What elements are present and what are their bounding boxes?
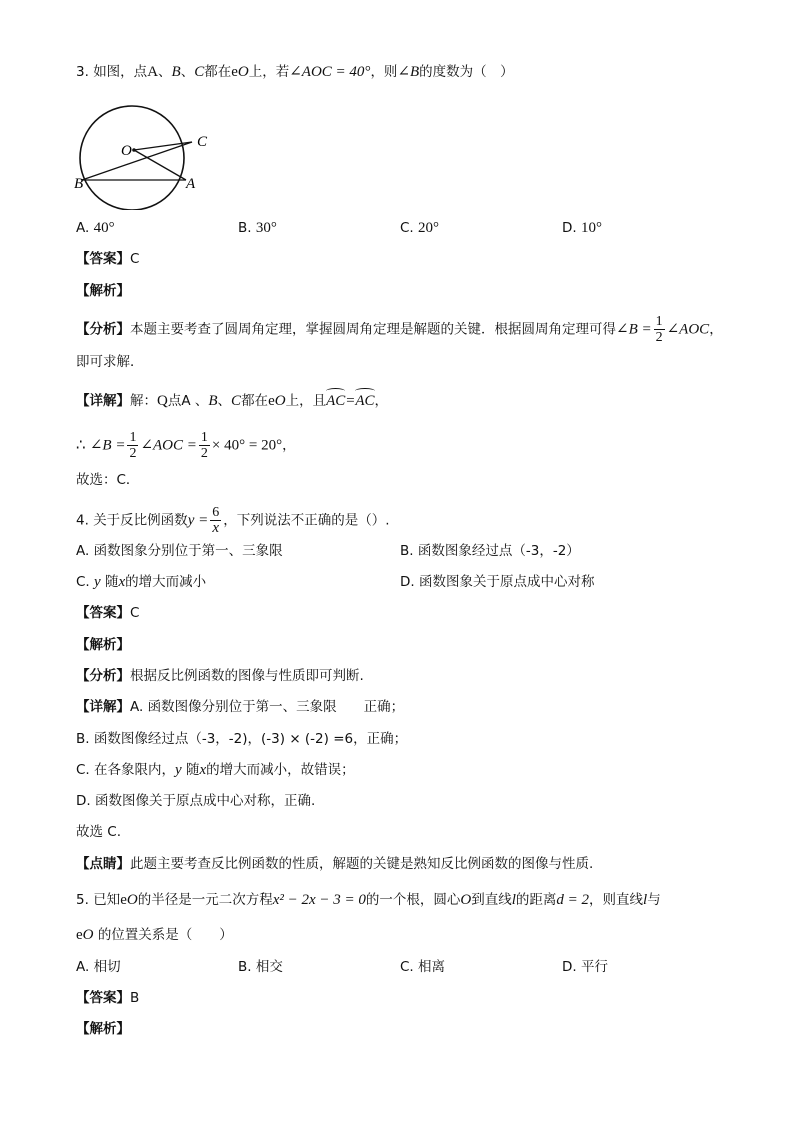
option-key: A. (76, 959, 90, 975)
xiangjie-label: 【详解】 (76, 699, 130, 715)
punct: ， (374, 393, 389, 409)
answer-label: 【答案】 (76, 251, 130, 267)
q4-option-b (400, 541, 580, 561)
q4-stem-text: 关于反比例函数 (93, 512, 188, 529)
fenxi-text: 根据反比例函数的图像与性质即可判断. (130, 668, 364, 684)
option-text: 40° (93, 220, 115, 236)
q4-fenxi (76, 666, 364, 686)
q3-angle-b: ∠B (397, 64, 420, 80)
dianjing-text: 此题主要考查反比例函数的性质，解题的关键是熟知反比例函数的图像与性质. (130, 856, 594, 872)
q5-stem-text: 的一个根，圆心 (365, 892, 461, 908)
q3-option-b (238, 218, 277, 238)
xiangjie-label: 【详解】 (76, 393, 130, 409)
q3-stem-text: 的度数为（ ） (419, 64, 514, 80)
segment-oa (134, 150, 186, 180)
option-text: 函数图象关于原点成中心对称 (418, 574, 595, 590)
frac-num: 1 (129, 430, 137, 445)
q3-choose: 故选：C． (76, 472, 140, 488)
center-dot (132, 148, 136, 152)
q3-analysis-label: 【解析】 (76, 283, 130, 299)
q4-option-d (400, 572, 594, 592)
option-key: A. (76, 220, 90, 236)
q3-option-d (562, 218, 602, 238)
q3-angle-aoc: ∠AOC = 40° (289, 64, 371, 80)
q3-fenxi (76, 314, 723, 345)
option-key: C. (400, 220, 414, 236)
q3-circle-symbol: e (231, 64, 238, 80)
option-text: 30° (255, 220, 277, 236)
q3-stem-text: 上，若 (248, 64, 290, 80)
q3-answer (76, 249, 139, 269)
dianjing-label: 【点睛】 (76, 856, 130, 872)
option-text: 函数图象分别位于第一、三象限 (93, 543, 283, 559)
formula: ∠B = (89, 437, 126, 454)
function-lhs: y = (187, 512, 209, 529)
frac-den: 2 (655, 330, 663, 345)
arc-ac: AC (326, 393, 346, 409)
option-text: 随 (104, 574, 119, 590)
q5-stem-text: 与 (647, 892, 661, 908)
option-key: D. (562, 959, 577, 975)
frac-num: 1 (655, 314, 663, 329)
option-text: 20° (418, 220, 440, 236)
q3-calc (76, 430, 296, 461)
answer-value: C (130, 251, 140, 267)
var-x: x (199, 762, 207, 778)
answer-value: B (130, 990, 140, 1006)
q5-stem-text: 到直线 (471, 892, 512, 908)
q3-option-a (76, 218, 115, 238)
because-symbol: Q (157, 393, 168, 409)
line-l: l (511, 892, 516, 908)
distance-d: d = 2 (556, 892, 590, 908)
q4-option-a (76, 541, 283, 561)
xj-text: 都在 (241, 393, 269, 409)
label-b: B (74, 176, 84, 192)
q5-stem-text: 的半径是一元二次方程 (137, 892, 273, 908)
fraction-half (199, 430, 210, 461)
var-x: x (118, 574, 126, 590)
circle-o: O (82, 927, 94, 943)
equals: = (345, 393, 356, 409)
frac-den: x (212, 520, 220, 536)
fenxi-label: 【分析】 (76, 321, 130, 338)
punct: ， (709, 321, 723, 338)
answer-value: C (130, 605, 140, 621)
circle-o (80, 106, 184, 210)
q5-analysis-label: 【解析】 (76, 1021, 130, 1037)
xj-text: C. 在各象限内， (76, 762, 176, 778)
option-text: 相离 (418, 959, 446, 975)
q3-fenxi-line2: 即可求解． (76, 354, 144, 370)
option-key: C. (76, 574, 90, 590)
quadratic-equation: x² − 2x − 3 = 0 (272, 892, 366, 908)
var-y: y (175, 762, 182, 778)
option-key: B. (238, 959, 252, 975)
q4-xiangjie-b: B. 函数图像经过点（-3，-2)，(-3) × (-2) =6，正确； (76, 731, 408, 747)
q4-choose: 故选 C. (76, 824, 122, 840)
q3-point-a: A (147, 64, 159, 80)
option-key: D. (562, 220, 577, 236)
option-key: B. (238, 220, 252, 236)
label-c: C (197, 134, 208, 150)
answer-label: 【答案】 (76, 605, 130, 621)
line-l: l (643, 892, 648, 908)
xj-text: A. 函数图像分别位于第一、三象限 正确； (130, 699, 405, 715)
q3-option-c (400, 218, 439, 238)
option-text: 平行 (580, 959, 608, 975)
q5-stem-text: 已知 (93, 892, 121, 908)
label-o: O (121, 143, 132, 159)
option-text: 的增大而减小 (125, 574, 207, 590)
q5-answer (76, 988, 139, 1008)
q4-stem-text: ，下列说法不正确的是（）. (223, 512, 390, 529)
point-b: B (208, 393, 218, 409)
q4-option-c (76, 572, 206, 592)
center-o: O (460, 892, 472, 908)
label-a: A (186, 176, 196, 192)
q3-stem-text: 都在 (204, 64, 232, 80)
q3-stem-text: 如图，点 (93, 64, 148, 80)
xj-text: 的增大而减小，故错误； (206, 762, 355, 778)
xj-text: 上，且 (285, 393, 327, 409)
frac-num: 6 (212, 505, 220, 520)
arc-ac: AC (355, 393, 375, 409)
q5-option-c (400, 957, 445, 977)
circle-symbol: e (76, 927, 83, 943)
frac-den: 2 (200, 446, 208, 461)
option-key: C. (400, 959, 414, 975)
frac-den: 2 (129, 446, 137, 461)
fraction-half (654, 314, 665, 345)
q5-stem-text: 的位置关系是（ ） (97, 927, 233, 943)
q5-stem-line2 (76, 925, 233, 945)
q3-number: 3. (76, 64, 89, 80)
q4-xiangjie-c (76, 760, 355, 780)
fraction-6-over-x (210, 505, 221, 536)
sep: 、 (217, 393, 232, 409)
q3-xiangjie (76, 391, 388, 411)
option-text: 相切 (93, 959, 121, 975)
q4-stem (76, 505, 390, 536)
q4-xiangjie-a (76, 697, 404, 717)
q5-option-b (238, 957, 283, 977)
q5-stem (76, 890, 661, 910)
option-text: 相交 (255, 959, 283, 975)
option-key: B. (400, 543, 414, 559)
q3-circle-o: O (237, 64, 249, 80)
xj-text: 随 (185, 762, 200, 778)
answer-label: 【答案】 (76, 990, 130, 1006)
xj-text: 解： (130, 393, 157, 409)
q3-sep: 、 (180, 64, 195, 80)
q4-number: 4. (76, 512, 89, 529)
point-c: C (231, 393, 242, 409)
option-key: A. (76, 543, 90, 559)
q5-number: 5. (76, 892, 89, 908)
xj-text: 点A 、 (167, 393, 209, 409)
therefore-symbol: ∴ (76, 437, 86, 454)
q5-stem-text: 的距离 (515, 892, 557, 908)
option-text: 10° (580, 220, 602, 236)
formula: ∠B = (616, 321, 652, 338)
q5-option-d (562, 957, 608, 977)
formula: ∠AOC = (140, 437, 197, 454)
fraction-half (127, 430, 138, 461)
frac-num: 1 (200, 430, 208, 445)
q4-dianjing (76, 854, 593, 874)
circle-symbol: e (120, 892, 127, 908)
fenxi-label: 【分析】 (76, 668, 130, 684)
formula: × 40° = 20° (211, 437, 283, 454)
punct: ， (282, 437, 296, 454)
option-text: 函数图象经过点（-3，-2） (417, 543, 580, 559)
q5-stem-text: ，则直线 (589, 892, 644, 908)
q3-point-c: C (194, 64, 205, 80)
q3-point-b: B (171, 64, 181, 80)
q3-stem (76, 62, 514, 82)
q4-xiangjie-d: D. 函数图像关于原点成中心对称，正确. (76, 793, 316, 809)
circle-symbol: e (268, 393, 275, 409)
q5-option-a (76, 957, 121, 977)
option-key: D. (400, 574, 415, 590)
circle-o: O (274, 393, 286, 409)
formula: ∠AOC (666, 321, 710, 338)
q4-answer (76, 603, 139, 623)
fenxi-text: 本题主要考查了圆周角定理，掌握圆周角定理是解题的关键．根据圆周角定理可得 (130, 321, 616, 338)
var-y: y (94, 574, 101, 590)
q3-sep: 、 (158, 64, 172, 80)
q4-analysis-label: 【解析】 (76, 637, 130, 653)
circle-o: O (126, 892, 138, 908)
q3-stem-text: ，则 (370, 64, 398, 80)
q3-circle-figure (72, 98, 222, 210)
